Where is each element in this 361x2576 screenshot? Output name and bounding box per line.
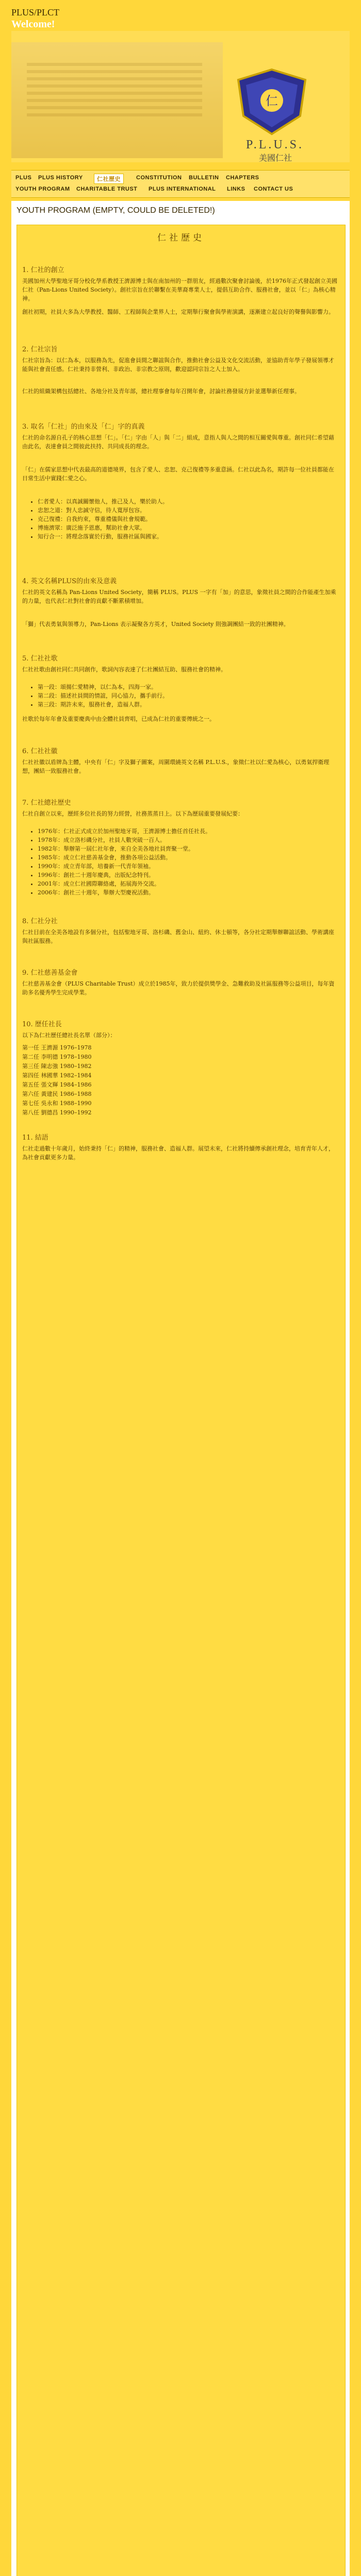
- list-item: 第六任 黃建民 1986–1988: [22, 1091, 92, 1097]
- list-item: • 2006年：創社三十週年，舉辦大型慶祝活動。: [38, 888, 346, 897]
- section-body: 創社初期，社員大多為大學教授、醫師、工程師與企業界人士，定期舉行聚會與學術演講，逐漸建立起良好的聲譽與影響力。: [22, 309, 334, 315]
- brand-en: P.L.U.S.: [246, 138, 304, 151]
- section-title: 10. 歷任社長: [22, 1021, 62, 1028]
- list-item: • 1982年：舉辦第一屆仁社年會，來自全美各地社員齊聚一堂。: [38, 844, 346, 853]
- nav-youth-program[interactable]: YOUTH PROGRAM: [15, 186, 70, 192]
- section-title: 4. 英文名稱PLUS的由來及意義: [22, 578, 117, 585]
- list-item: • 忠恕之道：對人忠誠守信，待人寬厚包容。: [38, 506, 346, 515]
- section-body: 仁社的組織架構包括總社、各地分社及青年部，總社理事會每年召開年會，討論社務發展方針並選舉新任理事。: [22, 388, 300, 395]
- section-title: 2. 仁社宗旨: [22, 346, 58, 353]
- list-item: 第七任 吳永和 1988–1990: [22, 1100, 92, 1107]
- section-body: 仁社走過數十年歲月，始終秉持「仁」的精神，服務社會、造福人群。展望未來，仁社將持續傳承創社理念，培育青年人才，為社會貢獻更多力量。: [22, 1145, 334, 1161]
- svg-text:仁: 仁: [266, 94, 278, 108]
- list-item: • 仁者愛人：以真誠關懷他人，推己及人，樂於助人。: [38, 497, 346, 506]
- list-item: • 第二段：描述社員間的情誼，同心協力，攜手前行。: [38, 691, 346, 700]
- section-body: 美國加州大學聖地牙哥分校化學系教授王濟源博士與在南加州的一群朋友，經過數次聚會討論後，於1976年正式發起創立美國仁社（Pan-Lions United Society）。創社宗旨在於聯繫在美華裔專業人士，提倡互助合作、服務社會，並以「仁」為核心精神。: [22, 278, 337, 302]
- list-item: • 1978年：成立洛杉磯分社，社員人數突破一百人。: [38, 836, 346, 844]
- list-item: • 2001年：成立仁社國際聯絡處，拓展海外交流。: [38, 879, 346, 888]
- list-item: 第五任 張文輝 1984–1986: [22, 1081, 92, 1088]
- list-item: 第八任 劉德昌 1990–1992: [22, 1109, 92, 1116]
- section-title: 1. 仁社的創立: [22, 266, 64, 274]
- anthem-list: [29, 683, 346, 709]
- section-body: 仁社慈善基金會（PLUS Charitable Trust）成立於1985年，致力於提供獎學金、急難救助及社區服務等公益項目，每年資助多名優秀學生完成學業。: [22, 980, 335, 996]
- brand-zh: 美國仁社: [259, 153, 292, 162]
- article-heading: 仁社歷史: [157, 233, 205, 243]
- list-item: 第三任 陳志強 1980–1982: [22, 1063, 92, 1070]
- list-item: • 1990年：成立青年部，培養新一代青年領袖。: [38, 862, 346, 871]
- content-panel: [11, 201, 350, 2576]
- main-navigation: [11, 170, 350, 198]
- nav-contact-us[interactable]: CONTACT US: [254, 186, 293, 192]
- list-item: • 1976年：仁社正式成立於加州聖地牙哥，王濟源博士擔任首任社長。: [38, 827, 346, 836]
- history-article: [17, 225, 346, 2576]
- list-item: • 1996年：創社二十週年慶典，出版紀念特刊。: [38, 871, 346, 879]
- timeline-list: [29, 827, 346, 897]
- section-title: 8. 仁社分社: [22, 918, 58, 925]
- plus-shield-logo: [233, 67, 310, 137]
- list-item: • 1985年：成立仁社慈善基金會，推動各項公益活動。: [38, 853, 346, 862]
- section-body: 仁社的命名源自孔子的核心思想「仁」。「仁」字由「人」與「二」組成，意指人與人之間的相互關愛與尊重。創社同仁希望藉由此名，表達會員之間彼此扶持、共同成長的理念。: [22, 434, 334, 450]
- nav-bulletin[interactable]: BULLETIN: [189, 175, 219, 181]
- nav-history-zh[interactable]: 仁社歷史: [94, 174, 124, 184]
- list-item: • 博施濟眾：廣泛施予恩惠，幫助社會大眾。: [38, 523, 346, 532]
- nav-constitution[interactable]: CONSTITUTION: [136, 175, 182, 181]
- section-body: 「仁」在儒家思想中代表最高的道德境界，包含了愛人、忠恕、克己復禮等多重意涵。仁社以此為名，期許每一位社員都能在日常生活中實踐仁愛之心。: [22, 466, 334, 482]
- nav-links[interactable]: LINKS: [227, 186, 245, 192]
- list-item: 第二任 李明德 1978–1980: [22, 1054, 92, 1060]
- section-title: 5. 仁社社歌: [22, 655, 58, 663]
- nav-charitable-trust[interactable]: CHARITABLE TRUST: [76, 186, 138, 192]
- list-item: 第四任 林國華 1982–1984: [22, 1072, 92, 1079]
- section-body: 仁社社歌由創社同仁共同創作，歌詞內容表達了仁社團結互助、服務社會的精神。: [22, 666, 226, 673]
- section-body: 「獅」代表勇氣與領導力，Pan-Lions 表示凝聚各方英才，United Society 則強調團結一致的社團精神。: [22, 621, 289, 628]
- list-item: • 第三段：期許未來，服務社會，造福人群。: [38, 700, 346, 709]
- section-body: 以下為仁社歷任總社長名單（部分）：: [22, 1032, 116, 1039]
- nav-plus-history[interactable]: PLUS HISTORY: [38, 175, 83, 181]
- virtue-list: [29, 497, 346, 541]
- section-body: 社歌於每年年會及重要慶典中由全體社員齊唱，已成為仁社的重要傳統之一。: [22, 716, 215, 722]
- section-title: 9. 仁社慈善基金會: [22, 969, 78, 977]
- section-body: 仁社的英文名稱為 Pan-Lions United Society，簡稱 PLUS。PLUS 一字有「加」的意思，象徵社員之間的合作能產生加乘的力量，也代表仁社對社會的貢獻不斷累積增加。: [22, 589, 336, 604]
- nav-plus-international[interactable]: PLUS INTERNATIONAL: [149, 186, 216, 192]
- welcome-text: Welcome!: [11, 19, 55, 30]
- section-title: 3. 取名「仁社」的由來及「仁」字的真義: [22, 423, 145, 431]
- section-body: 仁社宗旨為：以仁為本，以服務為先，促進會員間之聯誼與合作，推動社會公益及文化交流活動，並協助青年學子發展領導才能與社會責任感。仁社秉持非營利、非政治、非宗教之原則，歡迎認同宗旨之人士加入。: [22, 357, 334, 372]
- page-title: YOUTH PROGRAM (EMPTY, COULD BE DELETED!): [17, 206, 215, 215]
- nav-chapters[interactable]: CHAPTERS: [226, 175, 259, 181]
- list-item: • 克己復禮：自我約束，尊重禮儀與社會規範。: [38, 515, 346, 523]
- section-body: 仁社自創立以來，歷經多位社長的努力經營，社務蒸蒸日上。以下為歷屆重要發展紀要：: [22, 810, 243, 817]
- president-list: [22, 1043, 91, 1117]
- section-title: 6. 仁社社徽: [22, 748, 58, 755]
- list-item: • 第一段：頌揚仁愛精神，以仁為本，四海一家。: [38, 683, 346, 691]
- header-banner: [11, 31, 350, 162]
- list-item: • 知行合一：將理念落實於行動，服務社區與國家。: [38, 532, 346, 541]
- section-title: 7. 仁社總社歷史: [22, 799, 71, 807]
- list-item: 第一任 王濟源 1976–1978: [22, 1044, 92, 1051]
- site-title: PLUS/PLCT: [11, 7, 60, 18]
- section-body: 仁社社徽以盾牌為主體，中央有「仁」字及獅子圖案，周圍環繞英文名稱 P.L.U.S.，象徵仁社以仁愛為核心，以勇氣捍衛理想，團結一致服務社會。: [22, 759, 330, 774]
- nav-plus[interactable]: PLUS: [15, 175, 32, 181]
- section-body: 仁社目前在全美各地設有多個分社，包括聖地牙哥、洛杉磯、舊金山、紐約、休士頓等，各分社定期舉辦聯誼活動、學術講座與社區服務。: [22, 929, 334, 944]
- banner-document-image: [11, 42, 223, 158]
- section-title: 11. 結語: [22, 1134, 48, 1142]
